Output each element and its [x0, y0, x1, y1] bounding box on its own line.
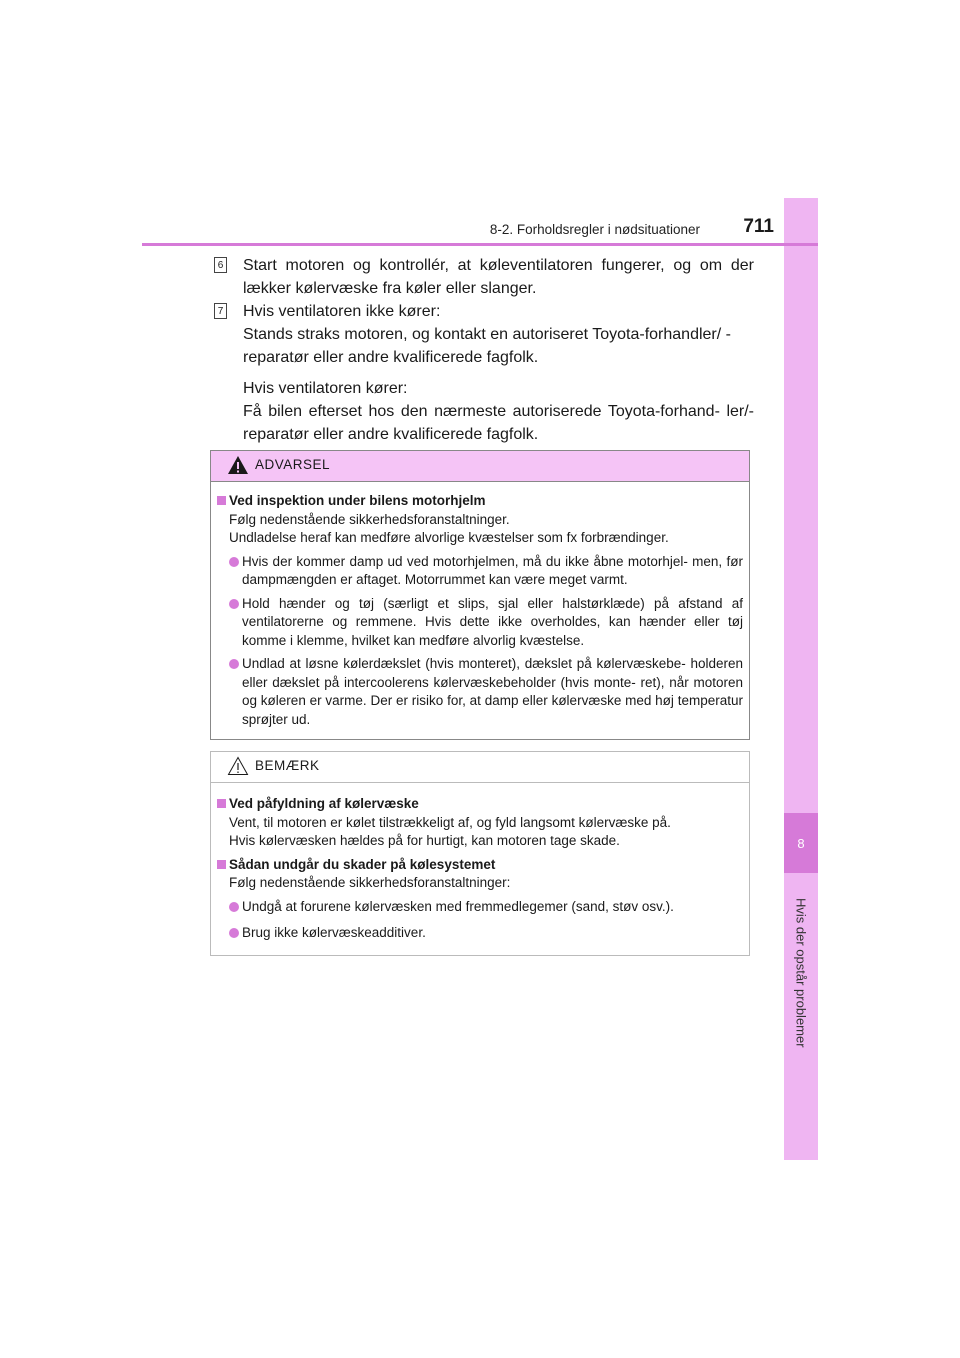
chapter-number: 8	[784, 813, 818, 873]
notice-heading: BEMÆRK	[255, 758, 320, 773]
header-divider	[142, 243, 818, 246]
notice-bullet: Brug ikke kølervæskeadditiver.	[217, 924, 743, 943]
notice-section-title: Ved påfyldning af kølervæske	[217, 795, 743, 814]
step-text: Start motoren og kontrollér, at køleventilatoren fungerer, og om der lækker kølervæske fra køler eller slanger.	[243, 257, 754, 297]
step-number-badge: 7	[214, 303, 227, 319]
warning-bullet: Undlad at løsne kølerdækslet (hvis monteret), dækslet på kølervæskebe- holderen eller dækslet på intercoolerens kølervæskebeholder (hvis monte- ret), når motoren og køleren er varme. Der er risiko for, at damp eller kølervæske med høj temperatur sprøjter ud.	[217, 655, 743, 729]
bullet-dot-icon	[229, 928, 239, 938]
page-number: 711	[743, 216, 774, 237]
notice-section-title: Sådan undgår du skader på kølesystemet	[217, 856, 743, 875]
warning-box	[210, 450, 750, 740]
square-bullet-icon	[217, 496, 226, 505]
warning-triangle-icon	[227, 455, 249, 475]
step-6	[214, 254, 754, 300]
notice-header	[211, 752, 749, 783]
bullet-dot-icon	[229, 902, 239, 912]
notice-bullet: Undgå at forurene kølervæsken med fremmedlegemer (sand, støv osv.).	[217, 898, 743, 917]
warning-heading: ADVARSEL	[255, 457, 331, 472]
section-title: 8-2. Forholdsregler i nødsituationer	[489, 222, 700, 237]
step-7	[214, 300, 754, 446]
square-bullet-icon	[217, 860, 226, 869]
notice-text: Vent, til motoren er kølet tilstrækkeligt af, og fyld langsomt kølervæske på.	[229, 814, 671, 830]
step-text: Få bilen efterset hos den nærmeste autoriserede Toyota-forhand- ler/-reparatør eller andre kvalificerede fagfolk.	[243, 403, 754, 443]
chapter-side-tab	[784, 198, 818, 1160]
chapter-label: Hvis der opstår problemer	[793, 898, 809, 1048]
warning-bullet: Hvis der kommer damp ud ved motorhjelmen, må du ikke åbne motorhjel- men, før dampmængden er aftaget. Motorrummet kan være meget varmt.	[217, 553, 743, 590]
step-text: Stands straks motoren, og kontakt en autoriseret Toyota-forhandler/ -reparatør eller andre kvalificerede fagfolk.	[243, 326, 731, 366]
square-bullet-icon	[217, 799, 226, 808]
notice-text: Følg nedenstående sikkerhedsforanstaltninger:	[229, 875, 511, 890]
notice-box	[210, 751, 750, 956]
warning-intro: Følg nedenstående sikkerhedsforanstaltninger.	[229, 511, 510, 527]
notice-text: Hvis kølervæsken hældes på for hurtigt, kan motoren tage skade.	[229, 833, 620, 848]
step-text: Hvis ventilatoren ikke kører:	[243, 303, 441, 320]
bullet-dot-icon	[229, 659, 239, 669]
step-number-badge: 6	[214, 257, 227, 273]
warning-bullet: Hold hænder og tøj (særligt et slips, sjal eller halstørklæde) på afstand af ventilatorerne og remmene. Hvis dette ikke overholdes, kan hænder eller tøj komme i klemme, hvilket kan medføre alvorlig kvæstelse.	[217, 595, 743, 651]
bullet-dot-icon	[229, 599, 239, 609]
caution-triangle-icon	[227, 756, 249, 776]
bullet-dot-icon	[229, 557, 239, 567]
step-text: Hvis ventilatoren kører:	[243, 380, 408, 397]
warning-intro: Undladelse heraf kan medføre alvorlige kvæstelser som fx forbrændinger.	[229, 530, 669, 545]
warning-title: Ved inspektion under bilens motorhjelm	[217, 492, 743, 511]
warning-header	[211, 451, 749, 482]
